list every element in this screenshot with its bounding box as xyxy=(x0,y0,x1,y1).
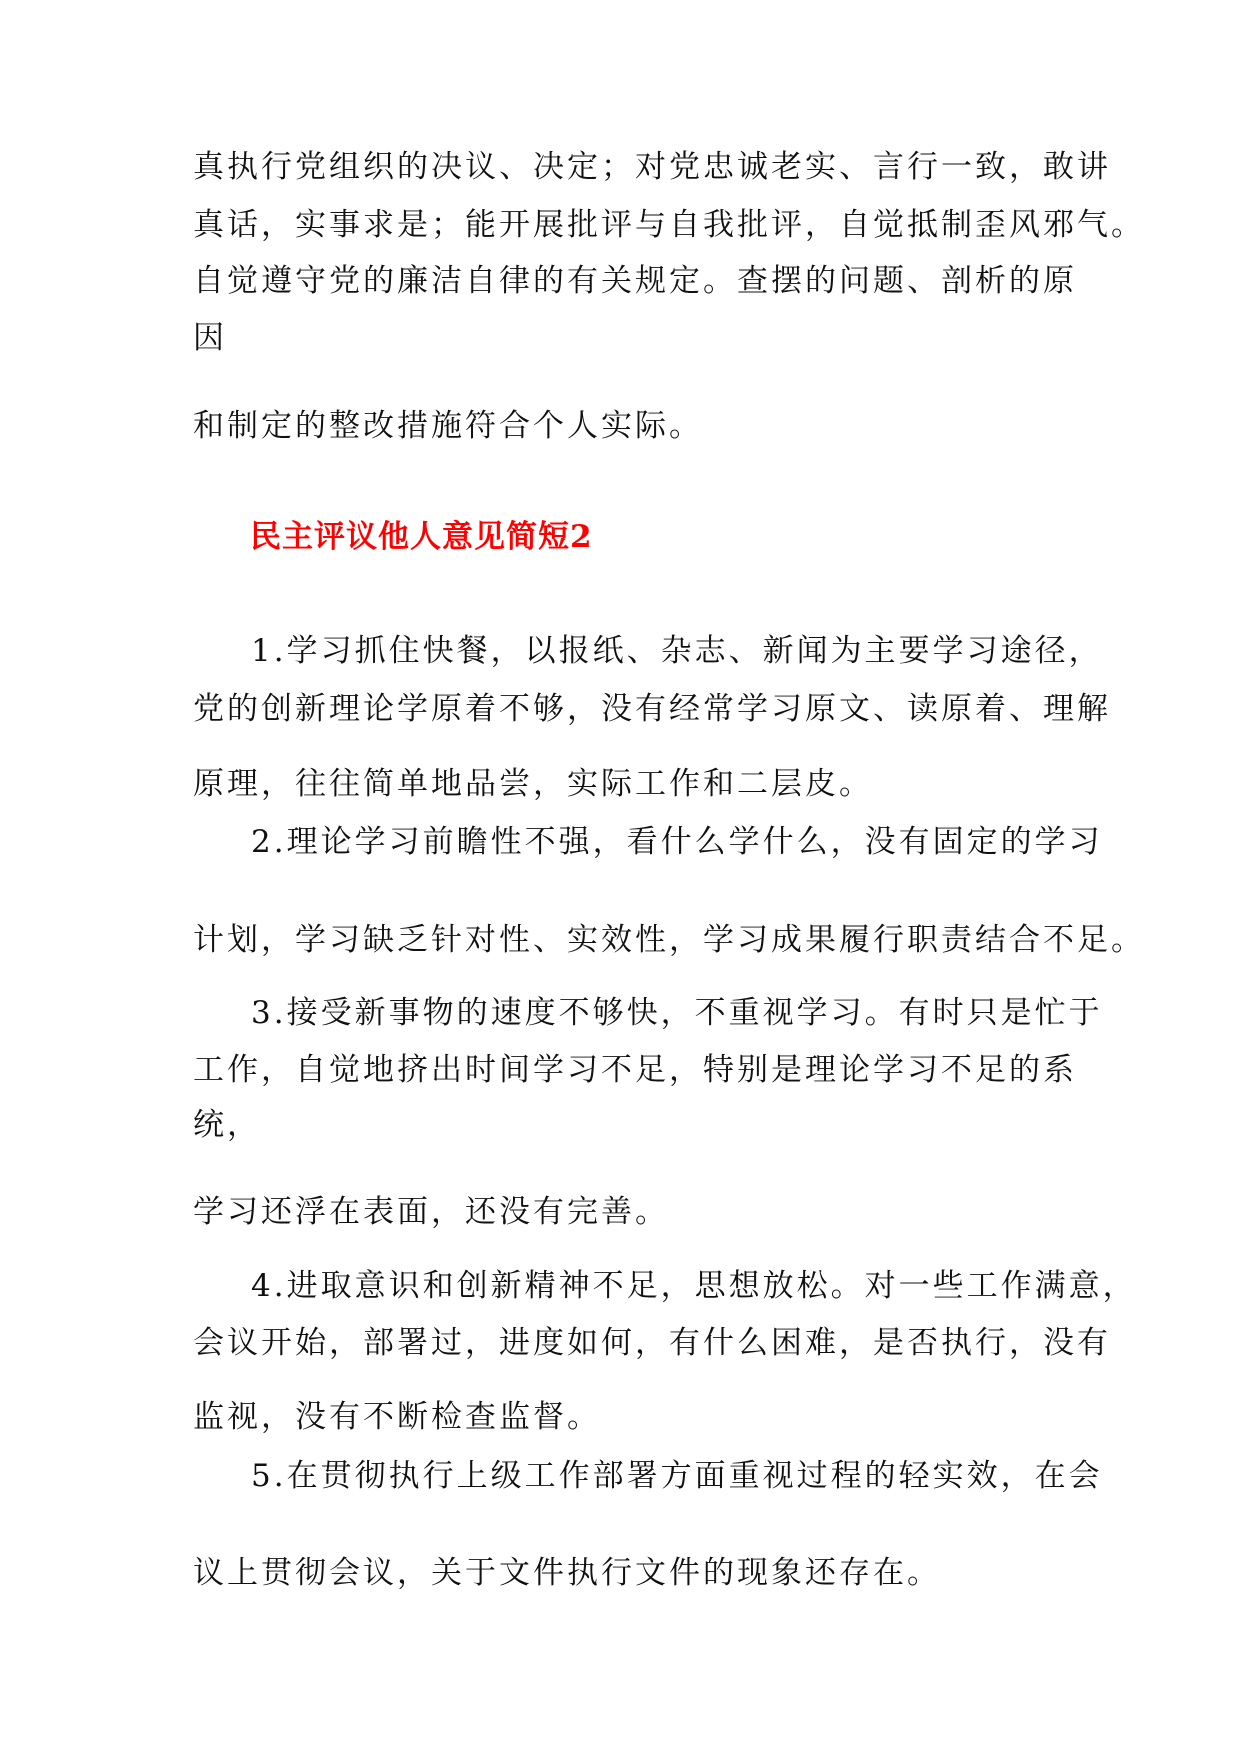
text-line: 学习还浮在表面，还没有完善。 xyxy=(193,1194,669,1230)
section-heading: 民主评议他人意见简短2 xyxy=(250,519,593,555)
text-line: 计划，学习缺乏针对性、实效性，学习成果履行职责结合不足。 xyxy=(193,922,1145,958)
text-line: 原理，往往简单地品尝，实际工作和二层皮。 xyxy=(193,766,873,802)
text-line: 3.接受新事物的速度不够快，不重视学习。有时只是忙于 xyxy=(251,995,1103,1031)
text-line: 5.在贯彻执行上级工作部署方面重视过程的轻实效，在会 xyxy=(251,1458,1103,1494)
text-line: 真执行党组织的决议、决定；对党忠诚老实、言行一致，敢讲 xyxy=(193,149,1111,185)
text-line: 自觉遵守党的廉洁自律的有关规定。查摆的问题、剖析的原 xyxy=(193,263,1077,299)
text-line: 因 xyxy=(193,320,227,356)
text-line: 2.理论学习前瞻性不强，看什么学什么，没有固定的学习 xyxy=(251,824,1103,860)
text-line: 会议开始，部署过，进度如何，有什么困难，是否执行，没有 xyxy=(193,1325,1111,1361)
text-line: 和制定的整改措施符合个人实际。 xyxy=(193,408,703,444)
text-line: 工作，自觉地挤出时间学习不足，特别是理论学习不足的系 xyxy=(193,1052,1077,1088)
text-line: 议上贯彻会议，关于文件执行文件的现象还存在。 xyxy=(193,1555,941,1591)
text-line: 4.进取意识和创新精神不足，思想放松。对一些工作满意， xyxy=(251,1268,1137,1304)
text-line: 党的创新理论学原着不够，没有经常学习原文、读原着、理解 xyxy=(193,691,1111,727)
text-line: 真话，实事求是；能开展批评与自我批评，自觉抵制歪风邪气。 xyxy=(193,207,1145,243)
text-line: 统， xyxy=(193,1107,261,1143)
text-line: 1.学习抓住快餐，以报纸、杂志、新闻为主要学习途径， xyxy=(251,633,1103,669)
text-line: 监视，没有不断检查监督。 xyxy=(193,1399,601,1435)
